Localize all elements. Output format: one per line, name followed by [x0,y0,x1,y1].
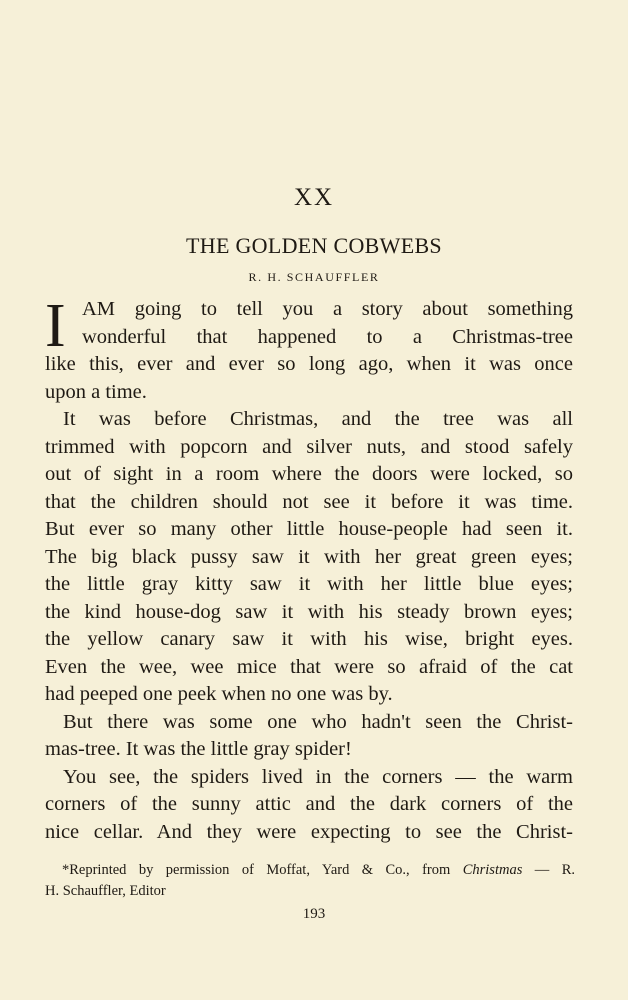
footnote-book-title: Christmas [462,862,523,878]
text-line: the kind house-dog saw it with his steady brown eyes; [45,600,573,623]
text-line: the yellow canary saw it with his wise, bright eyes. [45,628,573,650]
text-line: that the children should not see it before it was time. [45,490,573,513]
text-line: But ever so many other little house-people had seen it. [45,518,573,540]
text-line: out of sight in a room where the doors were locked, so [45,463,573,485]
text-line: AM going to tell you a story about something [82,298,573,320]
text-line: upon a time. [45,380,147,403]
text-line: like this, ever and ever so long ago, when it was once [45,353,573,375]
footnote-line [45,860,575,881]
footnote-text: — R. [522,862,576,878]
footnote-text: *Reprinted by permission of Moffat, Yard & Co., from [62,862,463,878]
text-line: Even the wee, wee mice that were so afraid of the cat [45,655,573,678]
text-line: corners of the sunny attic and the dark corners of the [45,793,573,815]
text-line: But there was some one who hadn't seen the Christ- [63,710,573,733]
footnote-line: H. Schauffler, Editor [45,883,166,899]
drop-cap: I [45,292,66,360]
chapter-title: THE GOLDEN COBWEBS [186,233,442,258]
text-line: You see, the spiders lived in the corners — the warm [63,765,573,788]
page-number: 193 [302,906,326,922]
text-line: trimmed with popcorn and silver nuts, and stood safely [45,435,573,458]
footnote [45,860,575,902]
text-line: mas-tree. It was the little gray spider! [45,738,352,760]
story-text [45,292,573,846]
text-line: the little gray kitty saw it with her little blue eyes; [45,573,573,595]
text-line: The big black pussy saw it with her great green eyes; [45,545,573,568]
chapter-number: XX [293,184,335,211]
text-line: It was before Christmas, and the tree was all [63,408,573,430]
text-line: had peeped one peek when no one was by. [45,683,393,705]
text-line: wonderful that happened to a Christmas-tree [82,325,573,348]
text-line: nice cellar. And they were expecting to see the Christ- [45,820,573,843]
chapter-author: R. H. SCHAUFFLER [248,270,380,284]
